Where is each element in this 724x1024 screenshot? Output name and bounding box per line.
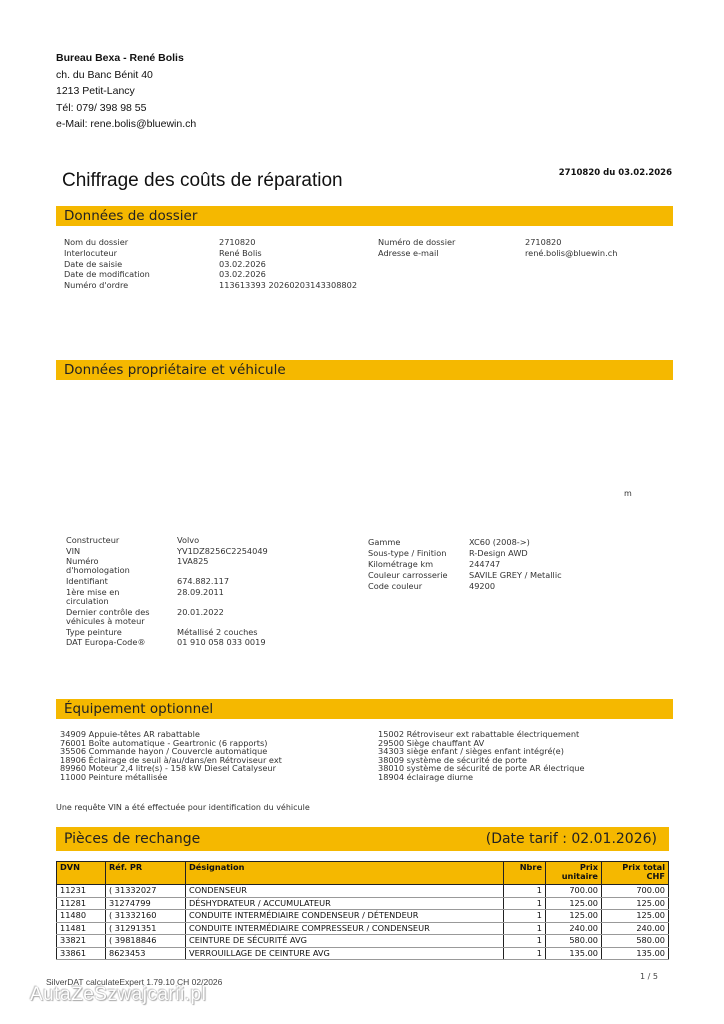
cell-dvn: 11481 — [57, 922, 106, 935]
page-title: Chiffrage des coûts de réparation — [62, 170, 343, 191]
cell-total: 125.00 — [602, 897, 669, 910]
dossier-value: 03.02.2026 — [219, 269, 266, 280]
vehicle-label: Numéro — [66, 556, 99, 566]
dossier-value: René Bolis — [219, 247, 262, 258]
table-row — [57, 885, 669, 898]
cell-unit: 125.00 — [546, 910, 602, 923]
cell-unit: 135.00 — [546, 947, 602, 960]
cell-designation: VERROUILLAGE DE CEINTURE AVG — [186, 947, 504, 960]
cell-ref: ( 31332160 — [106, 910, 186, 923]
dossier-value: 113613393 20260203143308802 — [219, 280, 358, 291]
cell-unit: 700.00 — [546, 885, 602, 898]
cell-ref: ( 39818846 — [106, 935, 186, 948]
equipment-item: 76001 Boîte automatique - Geartronic (6 rapports) — [60, 737, 268, 748]
vehicle-value: 49200 — [469, 581, 496, 591]
vehicle-left-block — [66, 535, 366, 650]
dossier-value: rené.bolis@bluewin.ch — [525, 247, 618, 258]
cell-ref: 31274799 — [106, 897, 186, 910]
city: 1213 Petit-Lancy — [56, 85, 135, 97]
vehicle-value: XC60 (2008->) — [469, 537, 530, 547]
cell-designation: CONDUITE INTERMÉDIAIRE COMPRESSEUR / CONDENSEUR — [186, 922, 504, 935]
vehicle-right-block — [368, 537, 668, 597]
table-header-row — [57, 862, 669, 885]
vehicle-label: Couleur carrosserie — [368, 570, 448, 580]
table-row — [57, 947, 669, 960]
dossier-label: Nom du dossier — [64, 237, 129, 247]
vehicle-value: Métallisé 2 couches — [177, 627, 258, 637]
parts-heading: Pièces de rechange — [64, 831, 201, 847]
vehicle-label: Sous-type / Finition — [368, 548, 447, 558]
sender-address — [56, 50, 196, 133]
equipment-item: 29500 Siège chauffant AV — [378, 737, 485, 748]
vehicle-value: R-Design AWD — [469, 548, 528, 558]
cell-total: 580.00 — [602, 935, 669, 948]
phone: Tél: 079/ 398 98 55 — [56, 101, 147, 114]
software-footer: SilverDAT calculateExpert 1.79.10 CH 02/2026 — [46, 977, 223, 987]
equipment-item: 38009 système de sécurité de porte — [378, 754, 527, 765]
vehicle-label: Type peinture — [66, 627, 122, 637]
vehicle-value: 28.09.2011 — [177, 587, 224, 597]
company-name: Bureau Bexa - René Bolis — [56, 52, 184, 64]
cell-qty: 1 — [504, 935, 546, 948]
watermark: AutaZeSzwajcarii.pl — [30, 984, 207, 1005]
vehicle-value: SAVILE GREY / Metallic — [469, 570, 562, 580]
vehicle-value: 20.01.2022 — [177, 607, 224, 617]
cell-designation: CEINTURE DE SÉCURITÉ AVG — [186, 935, 504, 948]
stray-mark: m — [624, 489, 632, 498]
tariff-date: (Date tarif : 02.01.2026) — [485, 831, 657, 847]
vin-request-note: Une requête VIN a été effectuée pour identification du véhicule — [56, 803, 310, 812]
vehicle-label: Identifiant — [66, 576, 108, 586]
page-number: 1 / 5 — [640, 972, 658, 981]
vehicle-value: 244747 — [469, 559, 501, 569]
dossier-left-values — [219, 237, 357, 291]
cell-unit: 240.00 — [546, 922, 602, 935]
table-row — [57, 922, 669, 935]
email: e-Mail: rene.bolis@bluewin.ch — [56, 118, 197, 130]
cell-total: 700.00 — [602, 885, 669, 898]
dossier-left-labels — [64, 237, 150, 291]
cell-dvn: 11281 — [57, 897, 106, 910]
dossier-value: 2710820 — [219, 237, 256, 247]
equipment-item: 35506 Commande hayon / Couvercle automatique — [60, 746, 268, 757]
dossier-value: 03.02.2026 — [219, 258, 266, 269]
equipment-right-list — [378, 730, 585, 782]
vehicle-label: d'homologation — [66, 565, 130, 575]
dossier-label: Date de modification — [64, 269, 150, 280]
vehicle-value: YV1DZ8256C2254049 — [177, 546, 268, 556]
dossier-right-labels — [378, 237, 455, 259]
cell-qty: 1 — [504, 910, 546, 923]
cell-ref: ( 31291351 — [106, 922, 186, 935]
vehicle-value: 1VA825 — [177, 556, 209, 566]
table-row — [57, 910, 669, 923]
vehicle-label: véhicules à moteur — [66, 616, 145, 626]
cell-total: 240.00 — [602, 922, 669, 935]
equipment-item: 34909 Appuie-têtes AR rabattable — [60, 729, 200, 739]
vehicle-label: Gamme — [368, 537, 401, 547]
dossier-label: Numéro d'ordre — [64, 280, 129, 291]
cell-total: 125.00 — [602, 910, 669, 923]
vehicle-label: 1ère mise en — [66, 587, 120, 597]
vehicle-value: 674.882.117 — [177, 576, 230, 586]
parts-table — [56, 861, 669, 960]
cell-designation: DÉSHYDRATEUR / ACCUMULATEUR — [186, 897, 504, 910]
col-designation: Désignation — [186, 862, 504, 885]
cell-unit: 580.00 — [546, 935, 602, 948]
cell-designation: CONDUITE INTERMÉDIAIRE CONDENSEUR / DÉTENDEUR — [186, 910, 504, 923]
vehicle-label: Kilométrage km — [368, 559, 434, 569]
cell-dvn: 11231 — [57, 885, 106, 898]
col-dvn: DVN — [57, 862, 106, 885]
dossier-label: Numéro de dossier — [378, 237, 456, 247]
cell-qty: 1 — [504, 885, 546, 898]
vehicle-value: Volvo — [177, 535, 200, 545]
equipment-item: 89960 Moteur 2,4 litre(s) - 158 kW Diesel Catalyseur — [60, 763, 276, 774]
cell-total: 135.00 — [602, 947, 669, 960]
col-qty: Nbre — [504, 862, 546, 885]
cell-dvn: 33821 — [57, 935, 106, 948]
cell-designation: CONDENSEUR — [186, 885, 504, 898]
table-row — [57, 897, 669, 910]
cell-qty: 1 — [504, 922, 546, 935]
vehicle-label: Dernier contrôle des — [66, 607, 150, 617]
cell-qty: 1 — [504, 947, 546, 960]
equipment-left-list — [60, 730, 282, 782]
cell-qty: 1 — [504, 897, 546, 910]
col-unit-price: Prix unitaire — [546, 862, 602, 885]
vehicle-label: circulation — [66, 596, 109, 606]
equipment-item: 18904 éclairage diurne — [378, 771, 474, 782]
vehicle-value: 01 910 058 033 0019 — [177, 637, 266, 647]
vehicle-label: VIN — [66, 546, 81, 556]
equipment-section-header: Équipement optionnel — [56, 699, 673, 719]
parts-section-header — [56, 827, 669, 851]
cell-ref: ( 31332027 — [106, 885, 186, 898]
vehicle-label: Constructeur — [66, 535, 120, 545]
equipment-item: 15002 Rétroviseur ext rabattable électriquement — [378, 729, 580, 739]
dossier-value: 2710820 — [525, 237, 562, 247]
equipment-item: 18906 Éclairage de seuil à/au/dans/en Rétroviseur ext — [60, 754, 282, 765]
dossier-label: Interlocuteur — [64, 247, 117, 258]
equipment-item: 38010 système de sécurité de porte AR électrique — [378, 763, 585, 774]
dossier-right-values — [525, 237, 617, 259]
equipment-item: 34303 siège enfant / sièges enfant intégré(e) — [378, 746, 564, 757]
vehicle-label: DAT Europa-Code® — [66, 637, 146, 647]
table-row — [57, 935, 669, 948]
owner-vehicle-section-header: Données propriétaire et véhicule — [56, 360, 673, 380]
cell-dvn: 33861 — [57, 947, 106, 960]
street: ch. du Banc Bénit 40 — [56, 68, 153, 81]
document-reference: 2710820 du 03.02.2026 — [558, 168, 672, 178]
cell-ref: 8623453 — [106, 947, 186, 960]
equipment-item: 11000 Peinture métallisée — [60, 771, 168, 782]
col-ref: Réf. PR — [106, 862, 186, 885]
dossier-label: Adresse e-mail — [378, 247, 439, 258]
col-total: Prix total CHF — [602, 862, 669, 885]
dossier-label: Date de saisie — [64, 258, 123, 269]
dossier-section-header: Données de dossier — [56, 206, 673, 226]
vehicle-label: Code couleur — [368, 581, 423, 591]
cell-unit: 125.00 — [546, 897, 602, 910]
cell-dvn: 11480 — [57, 910, 106, 923]
